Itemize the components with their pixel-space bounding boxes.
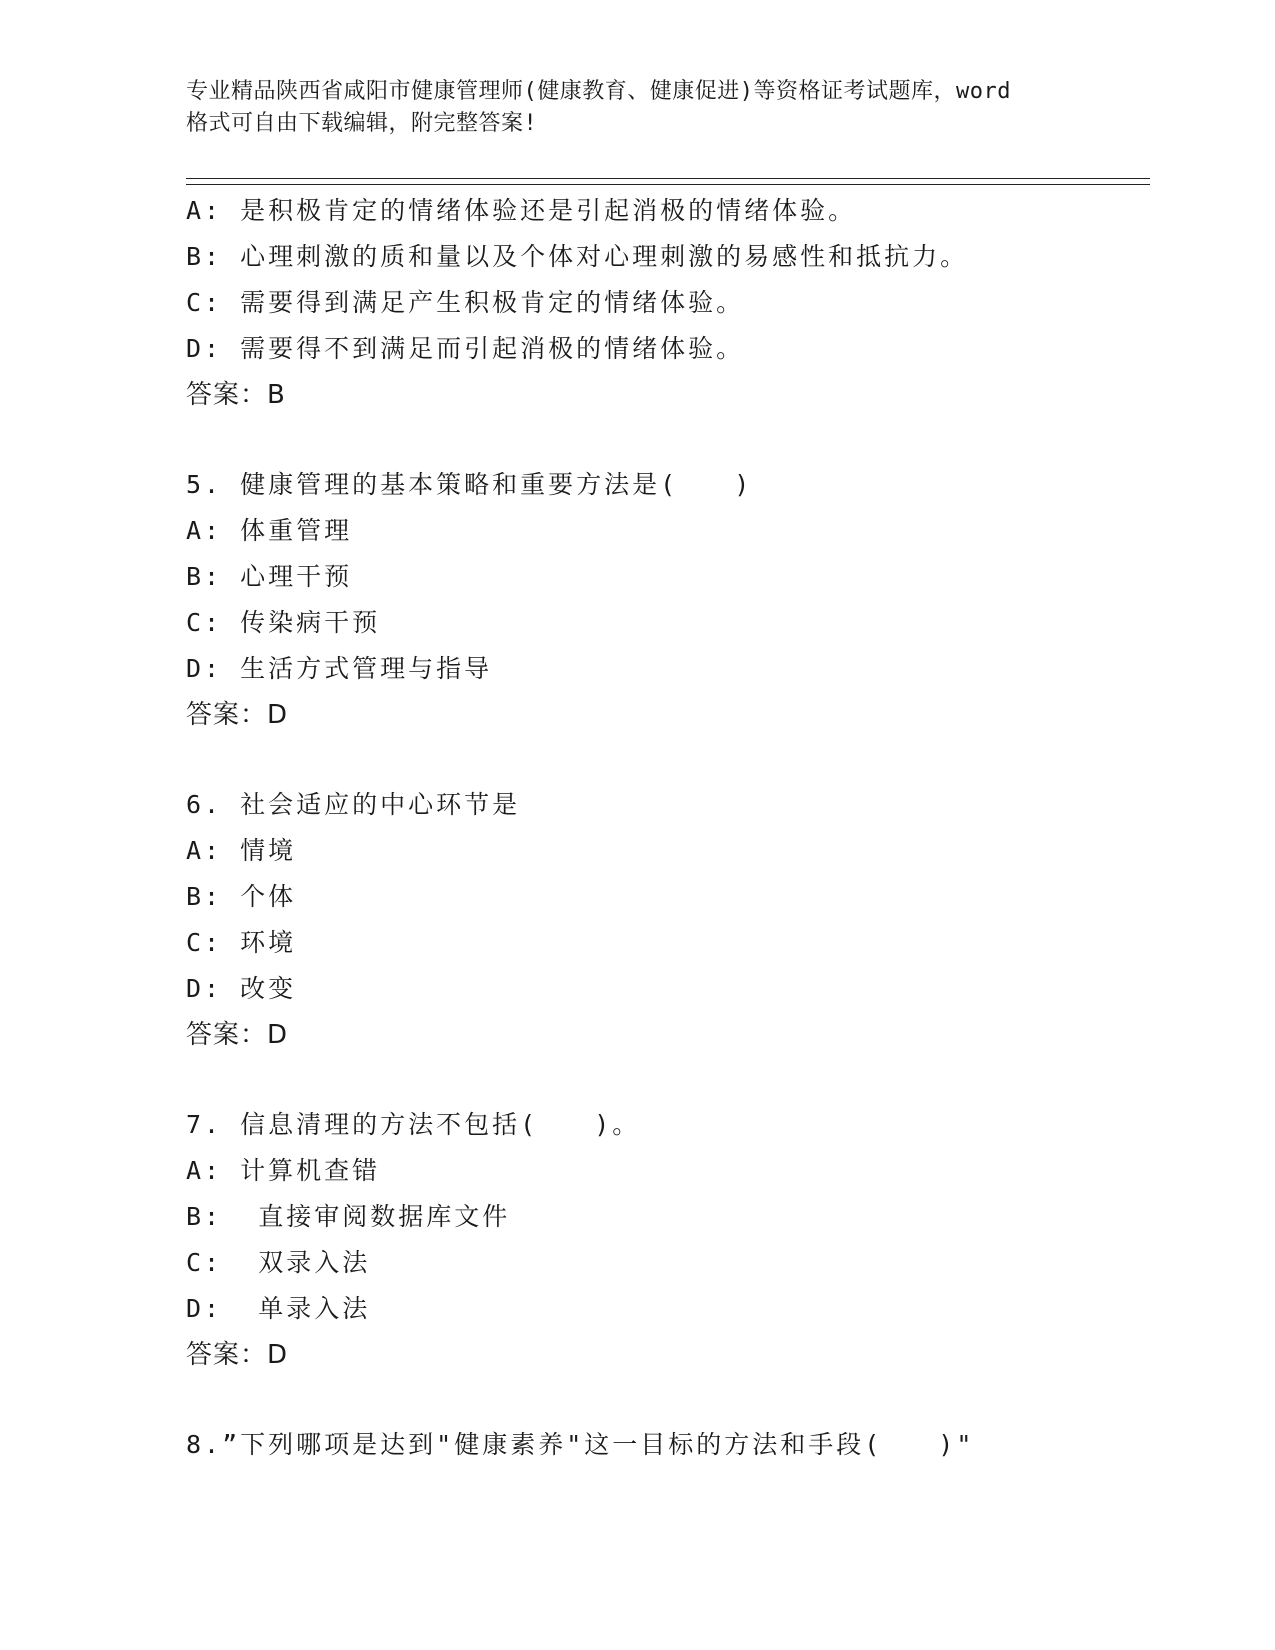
question-6-block	[186, 782, 1146, 1058]
option-a: A: 计算机查错	[186, 1156, 381, 1185]
header-divider	[186, 178, 1150, 185]
answer-label: 答案：D	[186, 700, 289, 730]
question-text: 6. 社会适应的中心环节是	[186, 790, 521, 819]
question-8-block	[186, 1422, 1146, 1468]
header-line-1: 专业精品陕西省咸阳市健康管理师(健康教育、健康促进)等资格证考试题库，word	[186, 79, 1011, 104]
option-b: B: 直接审阅数据库文件	[186, 1202, 511, 1231]
answer-label: 答案：D	[186, 1020, 289, 1050]
option-d: D: 需要得不到满足而引起消极的情绪体验。	[186, 334, 745, 363]
question-5-block	[186, 462, 1146, 738]
question-7-block	[186, 1102, 1146, 1378]
question-text: 8.”下列哪项是达到"健康素养"这一目标的方法和手段( )"	[186, 1430, 975, 1459]
option-c: C: 双录入法	[186, 1248, 371, 1277]
header-line-2: 格式可自由下载编辑，附完整答案!	[186, 111, 538, 136]
question-list	[186, 188, 1146, 1468]
option-b: B: 心理刺激的质和量以及个体对心理刺激的易感性和抵抗力。	[186, 242, 969, 271]
option-d: D: 生活方式管理与指导	[186, 654, 493, 683]
option-b: B: 个体	[186, 882, 297, 911]
option-a: A: 情境	[186, 836, 297, 865]
option-b: B: 心理干预	[186, 562, 353, 591]
option-c: C: 环境	[186, 928, 297, 957]
question-4-block	[186, 188, 1146, 418]
question-text: 5. 健康管理的基本策略和重要方法是( )	[186, 470, 753, 499]
option-c: C: 传染病干预	[186, 608, 381, 637]
option-d: D: 单录入法	[186, 1294, 371, 1323]
document-header	[186, 76, 1086, 140]
option-a: A: 是积极肯定的情绪体验还是引起消极的情绪体验。	[186, 196, 857, 225]
option-d: D: 改变	[186, 974, 297, 1003]
answer-label: 答案：B	[186, 380, 286, 410]
question-text: 7. 信息清理的方法不包括( )。	[186, 1110, 641, 1139]
option-c: C: 需要得到满足产生积极肯定的情绪体验。	[186, 288, 745, 317]
answer-label: 答案：D	[186, 1340, 289, 1370]
option-a: A: 体重管理	[186, 516, 353, 545]
